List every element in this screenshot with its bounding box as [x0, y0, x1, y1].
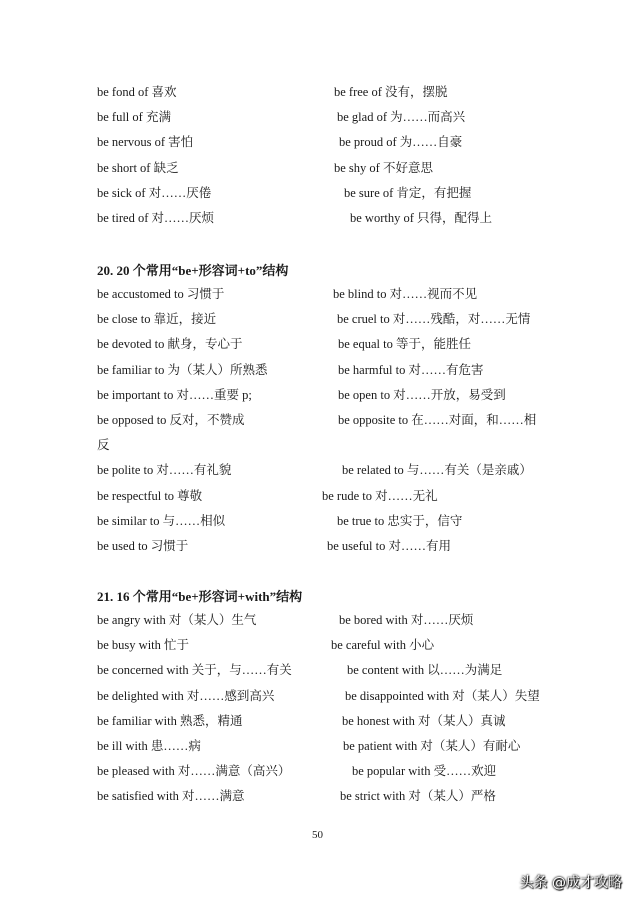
phrase-entry-left: be opposed to 反对，不赞成 — [97, 413, 245, 427]
phrase-entry-right: be cruel to 对……残酷，对……无情 — [337, 312, 531, 327]
phrase-entry-left: be fond of 喜欢 — [97, 85, 177, 99]
phrase-entry-right: be useful to 对……有用 — [327, 539, 451, 553]
phrase-entry-left: be used to 习惯于 — [97, 539, 189, 553]
phrase-entry-right: be related to 与……有关（是亲戚） — [342, 463, 532, 478]
phrase-entry-left: be polite to 对……有礼貌 — [97, 463, 232, 478]
phrase-entry-left: be sick of 对……厌倦 — [97, 185, 212, 200]
phrase-entry-right: be bored with 对……厌烦 — [339, 613, 474, 627]
phrase-entry-left: be ill with 患……病 — [97, 739, 201, 753]
phrase-entry-left: be close to 靠近，接近 — [97, 312, 217, 327]
phrase-entry-left: be accustomed to 习惯于 — [97, 287, 225, 301]
phrase-entry-left: be full of 充满 — [97, 110, 171, 125]
phrase-entry-right: be true to 忠实于，信守 — [337, 513, 463, 528]
section-heading: 21. 16 个常用“be+形容词+with”结构 — [97, 589, 303, 604]
phrase-entry-right: be open to 对……开放，易受到 — [338, 387, 506, 402]
page-number: 50 — [312, 829, 323, 841]
phrase-entry-left: be familiar with 熟悉，精通 — [97, 713, 243, 728]
phrase-entry-right: be honest with 对（某人）真诚 — [342, 713, 506, 728]
phrase-entry-left: 反 — [97, 438, 110, 453]
phrase-entry-right: be harmful to 对……有危害 — [338, 362, 484, 377]
phrase-entry-left: be familiar to 为（某人）所熟悉 — [97, 362, 268, 377]
phrase-entry-right: be equal to 等于，能胜任 — [338, 337, 471, 352]
phrase-entry-left: be concerned with 关于，与……有关 — [97, 663, 292, 678]
phrase-entry-right: be glad of 为……而高兴 — [337, 110, 466, 125]
phrase-entry-right: be shy of 不好意思 — [334, 160, 433, 175]
phrase-entry-right: be disappointed with 对（某人）失望 — [345, 688, 540, 703]
phrase-entry-right: be rude to 对……无礼 — [322, 488, 438, 503]
phrase-entry-left: be pleased with 对……满意（高兴） — [97, 764, 291, 779]
phrase-entry-left: be respectful to 尊敬 — [97, 488, 203, 503]
phrase-entry-right: be strict with 对（某人）严格 — [340, 789, 496, 804]
phrase-entry-left: be busy with 忙于 — [97, 638, 190, 653]
phrase-entry-right: be careful with 小心 — [331, 638, 435, 653]
section-heading: 20. 20 个常用“be+形容词+to”结构 — [97, 263, 289, 278]
phrase-entry-right: be opposite to 在……对面，和……相 — [338, 413, 537, 427]
phrase-entry-right: be patient with 对（某人）有耐心 — [343, 739, 521, 753]
phrase-entry-right: be blind to 对……视而不见 — [333, 287, 478, 301]
phrase-entry-left: be delighted with 对……感到高兴 — [97, 688, 275, 703]
phrase-entry-right: be sure of 肯定，有把握 — [344, 185, 472, 200]
watermark: 头条 @成才攻略 — [519, 875, 622, 891]
phrase-entry-left: be similar to 与……相似 — [97, 513, 226, 528]
phrase-entry-right: be content with 以……为满足 — [347, 663, 503, 678]
phrase-entry-left: be short of 缺乏 — [97, 160, 179, 175]
phrase-entry-left: be nervous of 害怕 — [97, 135, 194, 150]
phrase-entry-right: be popular with 受……欢迎 — [352, 764, 497, 779]
phrase-entry-left: be tired of 对……厌烦 — [97, 211, 214, 225]
phrase-entry-left: be satisfied with 对……满意 — [97, 789, 245, 804]
phrase-entry-left: be important to 对……重要 p; — [97, 387, 252, 402]
phrase-entry-left: be devoted to 献身，专心于 — [97, 337, 243, 352]
phrase-entry-right: be worthy of 只得，配得上 — [350, 211, 492, 225]
phrase-entry-right: be proud of 为……自豪 — [339, 135, 463, 150]
phrase-entry-right: be free of 没有，摆脱 — [334, 85, 448, 99]
phrase-entry-left: be angry with 对（某人）生气 — [97, 613, 257, 627]
